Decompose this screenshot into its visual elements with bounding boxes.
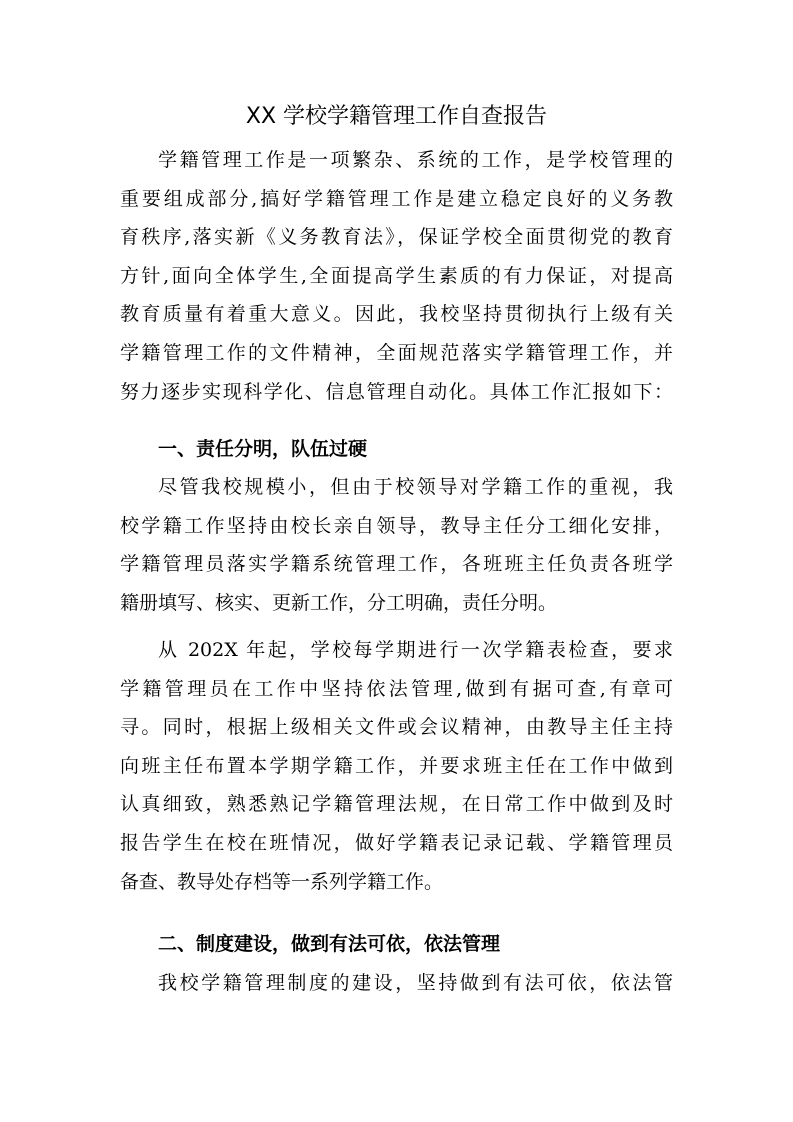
paragraph-line: 报告学生在校在班情况，做好学籍表记录记载、学籍管理员 — [120, 831, 673, 854]
paragraph-inspection — [120, 631, 673, 901]
section-heading-2: 二、制度建设，做到有法可依，依法管理 — [158, 933, 501, 955]
paragraph-system-building — [120, 964, 673, 1003]
paragraph-responsibility-intro — [120, 141, 673, 411]
document-title: XX 学校学籍管理工作自查报告 — [245, 104, 548, 129]
paragraph-line: 从 202X 年起，学校每学期进行一次学籍表检查，要求 — [158, 639, 673, 661]
paragraph-line: 教育质量有着重大意义。因此，我校坚持贯彻执行上级有关 — [120, 303, 673, 326]
paragraph-line: 认真细致，熟悉熟记学籍管理法规，在日常工作中做到及时 — [120, 793, 673, 816]
paragraph-line: 备查、教导处存档等一系列学籍工作。 — [120, 870, 444, 893]
paragraph-line: 努力逐步实现科学化、信息管理自动化。具体工作汇报如下： — [120, 380, 673, 403]
paragraph-line: 校学籍工作坚持由校长亲自领导，教导主任分工细化安排， — [120, 514, 673, 537]
paragraph-line: 我校学籍管理制度的建设，坚持做到有法可依，依法管 — [158, 972, 673, 994]
paragraph-line: 方针,面向全体学生,全面提高学生素质的有力保证，对提高 — [120, 264, 673, 287]
paragraph-line: 尽管我校规模小，但由于校领导对学籍工作的重视，我 — [158, 476, 673, 498]
paragraph-line: 学籍管理工作是一项繁杂、系统的工作，是学校管理的 — [158, 149, 673, 171]
paragraph-line: 学籍管理员落实学籍系统管理工作，各班班主任负责各班学 — [120, 553, 673, 576]
paragraph-line: 重要组成部分,搞好学籍管理工作是建立稳定良好的义务教 — [120, 187, 673, 210]
paragraph-line: 寻。同时，根据上级相关文件或会议精神，由教导主任主持 — [120, 716, 673, 739]
section-heading-1: 一、责任分明，队伍过硬 — [158, 438, 368, 460]
paragraph-line: 籍册填写、核实、更新工作，分工明确，责任分明。 — [120, 591, 558, 614]
paragraph-line: 向班主任布置本学期学籍工作，并要求班主任在工作中做到 — [120, 754, 673, 777]
paragraph-line: 学籍管理工作的文件精神，全面规范落实学籍管理工作，并 — [120, 341, 673, 364]
paragraph-team — [120, 468, 673, 622]
paragraph-line: 学籍管理员在工作中坚持依法管理,做到有据可查,有章可 — [120, 677, 673, 700]
paragraph-line: 育秩序,落实新《义务教育法》，保证学校全面贯彻党的教育 — [120, 226, 673, 249]
